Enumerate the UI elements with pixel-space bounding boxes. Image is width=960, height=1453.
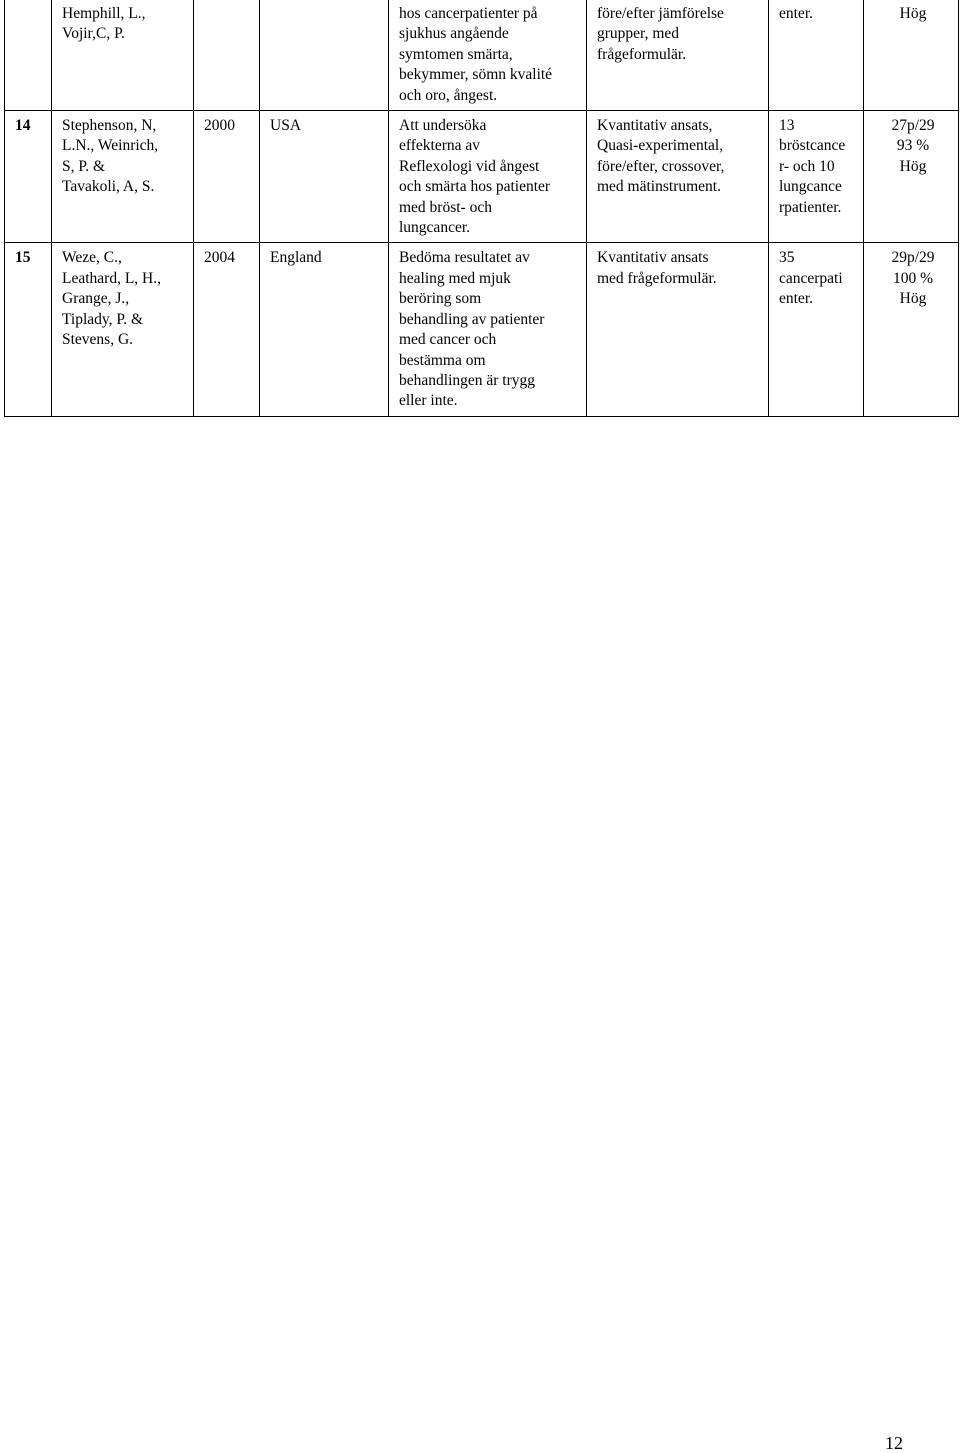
design-cell: före/efter jämförelse grupper, med frågeformulär.	[587, 0, 769, 111]
participants-cell: 13 bröstcance r- och 10 lungcance rpatienter.	[769, 111, 864, 243]
year-cell	[194, 0, 260, 111]
design-cell: Kvantitativ ansats med frågeformulär.	[587, 243, 769, 416]
table-row	[5, 243, 959, 416]
quality-grade-cell: 29p/29 100 % Hög	[864, 243, 959, 416]
country-cell: England	[260, 243, 389, 416]
participants-cell: enter.	[769, 0, 864, 111]
quality-grade-cell: Hög	[864, 0, 959, 111]
design-cell: Kvantitativ ansats, Quasi-experimental, före/efter, crossover, med mätinstrument.	[587, 111, 769, 243]
row-number	[5, 0, 52, 111]
article-review-table	[4, 0, 959, 417]
aim-cell: Bedöma resultatet av healing med mjuk beröring som behandling av patienter med cancer och bestämma om behandlingen är trygg eller inte.	[389, 243, 587, 416]
quality-grade-cell: 27p/29 93 % Hög	[864, 111, 959, 243]
aim-cell: Att undersöka effekterna av Reflexologi vid ångest och smärta hos patienter med bröst- och lungcancer.	[389, 111, 587, 243]
authors-cell: Stephenson, N, L.N., Weinrich, S, P. & Tavakoli, A, S.	[52, 111, 194, 243]
table-row	[5, 0, 959, 111]
country-cell	[260, 0, 389, 111]
table-row	[5, 111, 959, 243]
row-number: 14	[5, 111, 52, 243]
participants-cell: 35 cancerpati enter.	[769, 243, 864, 416]
year-cell: 2004	[194, 243, 260, 416]
year-cell: 2000	[194, 111, 260, 243]
country-cell: USA	[260, 111, 389, 243]
authors-cell: Weze, C., Leathard, L, H., Grange, J., Tiplady, P. & Stevens, G.	[52, 243, 194, 416]
row-number: 15	[5, 243, 52, 416]
authors-cell: Hemphill, L., Vojir,C, P.	[52, 0, 194, 111]
page-number: 12	[885, 1433, 903, 1453]
aim-cell: hos cancerpatienter på sjukhus angående symtomen smärta, bekymmer, sömn kvalité och oro, ångest.	[389, 0, 587, 111]
